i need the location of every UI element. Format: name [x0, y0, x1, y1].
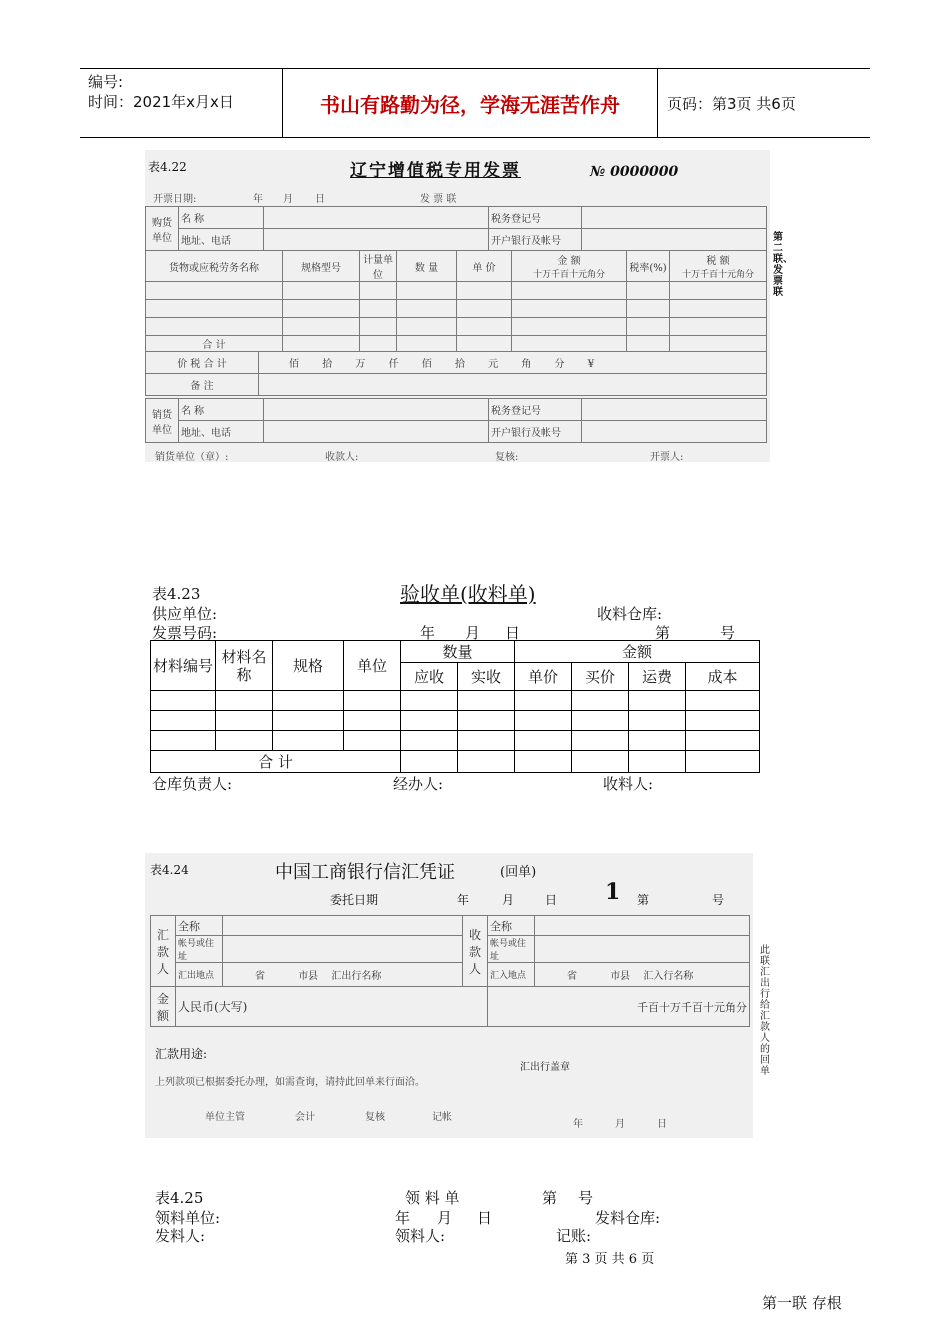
spec-col: 规格型号	[283, 251, 360, 282]
date-label: 委托日期	[330, 893, 379, 907]
issue-warehouse-label: 发料仓库:	[595, 1209, 661, 1227]
seller-grid	[145, 398, 767, 443]
remittance-side-note: 此联汇出行给汇款人的回单	[760, 945, 770, 1077]
footer-note: 第一联 存根	[762, 1294, 842, 1312]
sub-due: 应收	[401, 663, 458, 691]
amount-col	[512, 251, 627, 282]
date-year: 年	[420, 624, 436, 642]
goods-col: 货物或应税劳务名称	[146, 251, 283, 282]
table425-label: 表4.25	[155, 1189, 204, 1207]
page-count: 第 3 页 共 6 页	[565, 1252, 655, 1267]
table-row	[151, 751, 760, 773]
no-suffix: 号	[712, 893, 725, 907]
amount-digits: 十万千百十元角分	[532, 270, 606, 280]
footer-seller: 销货单位（章）:	[155, 452, 229, 463]
tax-header: 税 额	[706, 256, 730, 267]
date-year: 年	[457, 893, 470, 907]
col-material-name: 材料名称	[216, 641, 273, 691]
page-label: 页码：第3页 共6页	[667, 94, 796, 113]
remittance-grid	[150, 915, 750, 1027]
notice-text: 上列款项已根据委托办理，如需查询，请持此回单来行面洽。	[155, 1077, 425, 1088]
tax-digits: 十万千百十元角分	[681, 270, 755, 280]
price-tax-total-label: 价 税 合 计	[146, 352, 259, 374]
buyer-label: 购货单位	[146, 207, 179, 251]
footer-checker: 复核:	[495, 452, 519, 463]
price-col: 单 价	[457, 251, 512, 282]
sub-purchase-price: 买价	[572, 663, 629, 691]
buyer-bank-label: 开户银行及帐号	[489, 229, 582, 251]
handler-label: 经办人:	[393, 775, 444, 793]
code-label: 编号:	[88, 73, 124, 91]
signer-supervisor: 单位主管	[205, 1112, 245, 1123]
receipt-table	[150, 640, 760, 773]
no-prefix: 第	[637, 893, 650, 907]
amount-digits: 千百十万千百十元角分	[488, 987, 750, 1027]
sub-unit-price: 单价	[515, 663, 572, 691]
date-month: 月	[465, 624, 481, 642]
invoice-no-label: 发票号码:	[152, 624, 218, 642]
payee-full-name: 全称	[488, 916, 535, 936]
seller-tax-reg-label: 税务登记号	[489, 399, 582, 421]
col-unit: 单位	[344, 641, 401, 691]
goods-total-label: 合 计	[146, 336, 283, 352]
time-label: 时间：2021年x月x日	[88, 93, 234, 111]
table-row	[151, 731, 760, 751]
date-day: 日	[505, 624, 521, 642]
sub-cost: 成本	[686, 663, 760, 691]
invoice-side-note: 第二联、发票联	[773, 232, 793, 298]
remittance-title: 中国工商银行信汇凭证	[275, 862, 455, 883]
copy-label: 发 票 联	[420, 194, 457, 205]
stamp-day: 日	[657, 1119, 667, 1130]
seller-label: 销货单位	[146, 399, 179, 443]
in-detail: 省 市县 汇入行名称	[535, 963, 750, 987]
table-row	[151, 691, 760, 711]
vat-invoice-scan	[145, 150, 770, 462]
requisition-unit-label: 领料单位:	[155, 1209, 221, 1227]
out-detail: 省 市县 汇出行名称	[223, 963, 463, 987]
number-value: 1	[605, 879, 621, 905]
col-material-code: 材料编号	[151, 641, 216, 691]
seller-name-label: 名 称	[179, 399, 264, 421]
signer-bookkeeper: 记帐	[432, 1112, 452, 1123]
sub-freight: 运费	[629, 663, 686, 691]
col-qty: 数量	[401, 641, 515, 663]
header-meta	[80, 69, 283, 137]
remitter-label: 汇款人	[151, 916, 176, 987]
date-month: 月	[437, 1209, 453, 1227]
table-row	[151, 711, 760, 731]
remark-label: 备 注	[146, 374, 259, 396]
warehouse-manager-label: 仓库负责人:	[152, 775, 233, 793]
table425-title: 领 料 单	[405, 1189, 460, 1207]
col-spec: 规格	[273, 641, 344, 691]
out-place: 汇出地点	[176, 963, 223, 987]
goods-grid	[145, 250, 767, 352]
table423-title: 验收单(收料单)	[400, 582, 536, 606]
no-suffix: 号	[720, 624, 736, 642]
page-header	[80, 68, 870, 138]
stamp-label: 汇出行盖章	[520, 1062, 570, 1073]
in-place: 汇入地点	[488, 963, 535, 987]
buyer-addr-label: 地址、电话	[179, 229, 264, 251]
payee-account: 帐号或住址	[488, 936, 535, 963]
date-day: 日	[315, 194, 325, 205]
date-label: 开票日期:	[153, 194, 197, 205]
remitter-account: 帐号或住址	[176, 936, 223, 963]
warehouse-label: 收料仓库:	[597, 605, 663, 623]
payee-label: 收款人	[463, 916, 488, 987]
motto: 书山有路勤为径，学海无涯苦作舟	[283, 69, 658, 137]
seller-addr-label: 地址、电话	[179, 421, 264, 443]
table-label: 表4.22	[148, 160, 187, 174]
tax-rate-col: 税率(%)	[627, 251, 670, 282]
issuer-label: 发料人:	[155, 1227, 206, 1245]
invoice-number: № 0000000	[590, 164, 679, 180]
total-label: 合 计	[151, 751, 401, 773]
footer-payee: 收款人:	[325, 452, 359, 463]
date-month: 月	[283, 194, 293, 205]
signer-accountant: 会计	[295, 1112, 315, 1123]
purpose-label: 汇款用途:	[155, 1047, 208, 1061]
amount-header: 金 额	[557, 256, 581, 267]
signer-checker: 复核	[365, 1112, 385, 1123]
unit-col: 计量单位	[360, 251, 397, 282]
receipt-label: (回单)	[500, 865, 537, 880]
table-label: 表4.24	[150, 863, 189, 877]
buyer-name-label: 名 称	[179, 207, 264, 229]
qty-col: 数 量	[397, 251, 457, 282]
total-grid	[145, 351, 767, 396]
supplier-label: 供应单位:	[152, 605, 218, 623]
invoice-grid	[145, 206, 767, 251]
capital-units: 佰 拾 万 仟 佰 拾 元 角 分 ¥	[259, 352, 767, 374]
seller-bank-label: 开户银行及帐号	[489, 421, 582, 443]
date-month: 月	[502, 893, 515, 907]
buyer-tax-reg-label: 税务登记号	[489, 207, 582, 229]
date-year: 年	[253, 194, 263, 205]
col-amount: 金额	[515, 641, 760, 663]
footer-drawer: 开票人:	[650, 452, 684, 463]
date-day: 日	[545, 893, 558, 907]
invoice-title: 辽宁增值税专用发票	[350, 161, 521, 181]
table423-label: 表4.23	[152, 585, 201, 603]
amount-label: 金额	[151, 987, 176, 1027]
tax-col	[670, 251, 767, 282]
receiver-label: 领料人:	[395, 1227, 446, 1245]
stamp-month: 月	[615, 1119, 625, 1130]
receiver-label: 收料人:	[603, 775, 654, 793]
bank-remittance-scan	[145, 853, 753, 1138]
stamp-year: 年	[573, 1119, 583, 1130]
sub-received: 实收	[458, 663, 515, 691]
rmb-label: 人民币(大写)	[176, 987, 488, 1027]
date-day: 日	[477, 1209, 493, 1227]
remitter-full-name: 全称	[176, 916, 223, 936]
no-prefix: 第	[655, 624, 671, 642]
no-prefix: 第	[542, 1189, 558, 1207]
date-year: 年	[395, 1209, 411, 1227]
no-suffix: 号	[578, 1189, 594, 1207]
bookkeeper-label: 记账:	[556, 1227, 592, 1245]
